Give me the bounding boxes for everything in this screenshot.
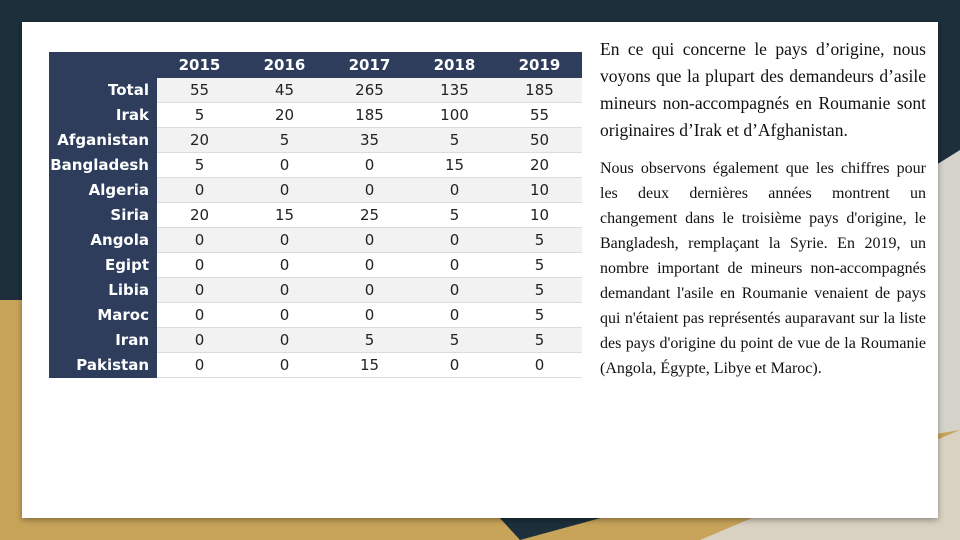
- table-cell: 0: [157, 353, 242, 378]
- table-header-row: [49, 52, 582, 78]
- table-cell: 20: [157, 128, 242, 153]
- table-cell: 5: [327, 328, 412, 353]
- table-row: [49, 328, 582, 353]
- table-cell: 0: [327, 278, 412, 303]
- table-cell: 5: [497, 278, 582, 303]
- year-header: 2017: [327, 52, 412, 78]
- table-cell: 0: [157, 328, 242, 353]
- table-row: [49, 128, 582, 153]
- table-cell: 0: [242, 303, 327, 328]
- table-image: [37, 40, 589, 412]
- origin-country-table: [49, 52, 582, 378]
- table-row: [49, 303, 582, 328]
- text-block: [600, 36, 926, 393]
- table-cell: 5: [497, 228, 582, 253]
- table-cell: 0: [412, 178, 497, 203]
- year-header: 2019: [497, 52, 582, 78]
- row-label: Maroc: [49, 303, 157, 328]
- row-label: Bangladesh: [49, 153, 157, 178]
- table-cell: 0: [157, 303, 242, 328]
- table-cell: 0: [242, 278, 327, 303]
- table-cell: 0: [327, 178, 412, 203]
- table-cell: 0: [157, 228, 242, 253]
- slide-card: [22, 22, 938, 518]
- table-cell: 0: [157, 253, 242, 278]
- table-cell: 0: [412, 253, 497, 278]
- table-cell: 265: [327, 78, 412, 103]
- row-label: Pakistan: [49, 353, 157, 378]
- table-row: [49, 178, 582, 203]
- table-cell: 35: [327, 128, 412, 153]
- table-cell: 15: [327, 353, 412, 378]
- table-cell: 0: [242, 353, 327, 378]
- year-header: 2016: [242, 52, 327, 78]
- table-cell: 0: [497, 353, 582, 378]
- table-cell: 0: [412, 228, 497, 253]
- row-label: Angola: [49, 228, 157, 253]
- table-cell: 135: [412, 78, 497, 103]
- table-cell: 0: [327, 228, 412, 253]
- table-cell: 5: [412, 203, 497, 228]
- table-cell: 0: [412, 303, 497, 328]
- paragraph-country-of-origin: En ce qui concerne le pays d’origine, nous voyons que la plupart des demandeurs d’asile mineurs non-accompagnés en Roumanie sont originaires d’Irak et d’Afghanistan.: [600, 39, 926, 140]
- table-cell: 0: [242, 228, 327, 253]
- table-cell: 0: [157, 178, 242, 203]
- table-cell: 20: [497, 153, 582, 178]
- table-cell: 0: [242, 153, 327, 178]
- year-header: 2015: [157, 52, 242, 78]
- row-label: Total: [49, 78, 157, 103]
- table-cell: 185: [497, 78, 582, 103]
- table-cell: 0: [412, 278, 497, 303]
- row-label: Libia: [49, 278, 157, 303]
- table-row: [49, 228, 582, 253]
- table-cell: 0: [242, 178, 327, 203]
- table-cell: 5: [242, 128, 327, 153]
- table-cell: 25: [327, 203, 412, 228]
- year-header: 2018: [412, 52, 497, 78]
- table-cell: 20: [157, 203, 242, 228]
- table-cell: 10: [497, 178, 582, 203]
- table-row: [49, 253, 582, 278]
- row-label: Irak: [49, 103, 157, 128]
- table-cell: 55: [497, 103, 582, 128]
- table-cell: 0: [412, 353, 497, 378]
- table-row: [49, 278, 582, 303]
- table-corner-cell: [49, 52, 157, 78]
- row-label: Iran: [49, 328, 157, 353]
- table-cell: 15: [242, 203, 327, 228]
- paragraph-recent-changes: Nous observons également que les chiffres pour les deux dernières années montrent un changement dans le troisième pays d'origine, le Bangladesh, remplaçant la Syrie. En 2019, un nombre important de mineurs non-accompagnés demandant l'asile en Roumanie venaient de pays qui n'étaient pas représentés auparavant sur la liste des pays d'origine du point de vue de la Roumanie (Angola, Égypte, Libye et Maroc).: [600, 160, 926, 377]
- table-cell: 5: [497, 328, 582, 353]
- row-label: Afganistan: [49, 128, 157, 153]
- table-row: [49, 203, 582, 228]
- table-cell: 5: [412, 328, 497, 353]
- table-cell: 50: [497, 128, 582, 153]
- table-cell: 0: [327, 303, 412, 328]
- table-cell: 5: [157, 103, 242, 128]
- table-cell: 0: [157, 278, 242, 303]
- table-row: [49, 153, 582, 178]
- table-cell: 15: [412, 153, 497, 178]
- table-cell: 10: [497, 203, 582, 228]
- table-cell: 0: [242, 253, 327, 278]
- table-cell: 0: [242, 328, 327, 353]
- row-label: Egipt: [49, 253, 157, 278]
- table-cell: 45: [242, 78, 327, 103]
- table-cell: 5: [497, 253, 582, 278]
- table-row: [49, 353, 582, 378]
- table-cell: 5: [497, 303, 582, 328]
- table-cell: 0: [327, 253, 412, 278]
- table-row: [49, 103, 582, 128]
- table-cell: 20: [242, 103, 327, 128]
- row-label: Algeria: [49, 178, 157, 203]
- table-cell: 55: [157, 78, 242, 103]
- row-label: Siria: [49, 203, 157, 228]
- table-cell: 0: [327, 153, 412, 178]
- table-row: [49, 78, 582, 103]
- table-cell: 100: [412, 103, 497, 128]
- table-cell: 185: [327, 103, 412, 128]
- table-cell: 5: [412, 128, 497, 153]
- table-cell: 5: [157, 153, 242, 178]
